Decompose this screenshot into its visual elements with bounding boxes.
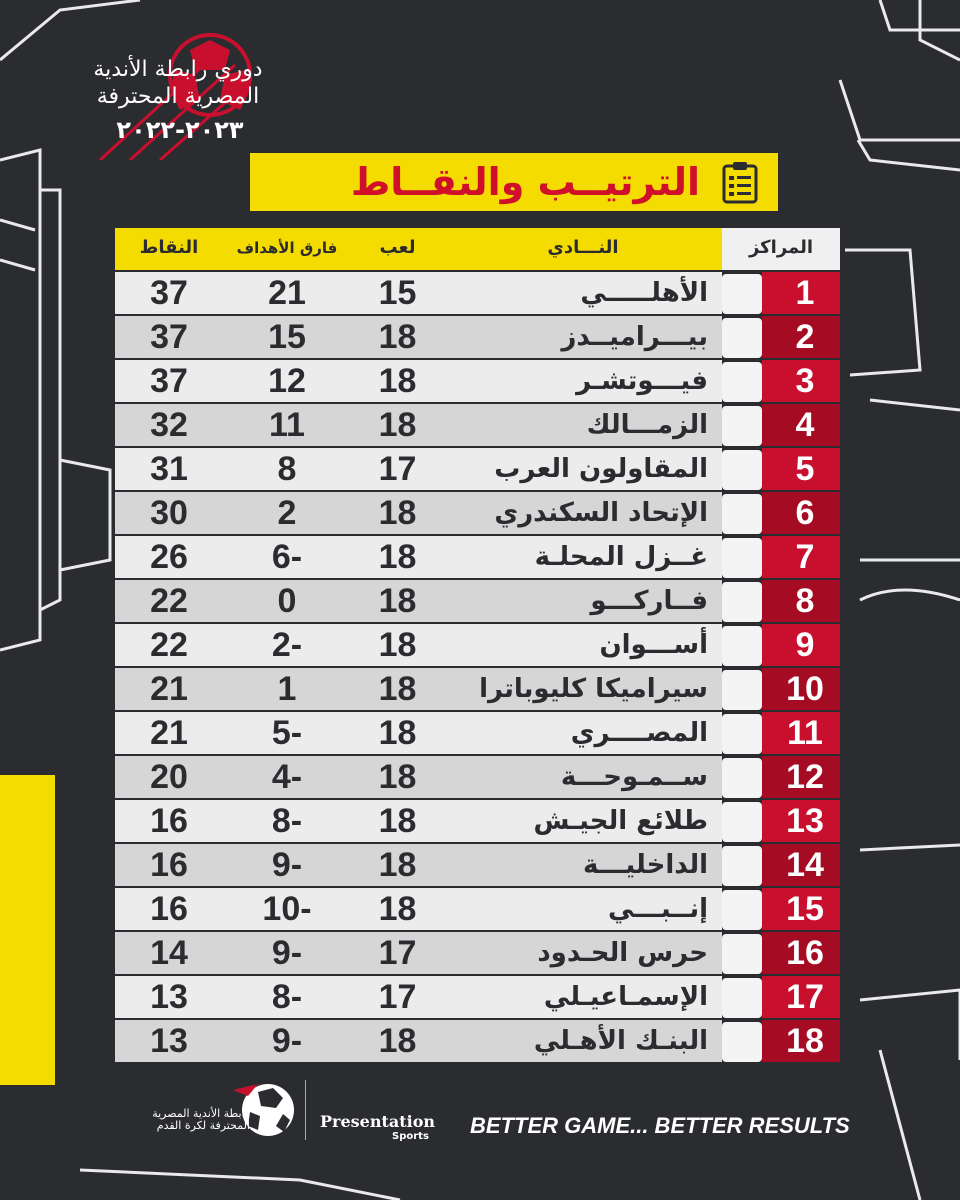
played-cell: 18 <box>351 580 444 622</box>
played-cell: 18 <box>351 360 444 402</box>
played-cell: 18 <box>351 316 444 358</box>
played-cell: 17 <box>351 448 444 490</box>
points-cell: 37 <box>115 360 223 402</box>
played-cell: 18 <box>351 800 444 842</box>
yellow-accent-bar <box>0 775 55 1085</box>
crest-divider <box>762 976 770 1018</box>
position-cell: 17 <box>770 976 840 1018</box>
crest-divider <box>762 844 770 886</box>
table-row <box>115 624 840 668</box>
goal-diff-cell: 1 <box>223 668 351 710</box>
crest-divider <box>762 404 770 446</box>
standings-rows <box>115 272 840 1064</box>
position-cell: 11 <box>770 712 840 754</box>
club-name-cell: الإسمـاعيـلي <box>444 976 722 1018</box>
club-name-cell: طلائع الجيـش <box>444 800 722 842</box>
points-cell: 22 <box>115 580 223 622</box>
club-name-cell: فيـــوتشـر <box>444 360 722 402</box>
league-season: ٢٠٢٣-٢٠٢٢ <box>116 116 244 144</box>
club-crest-icon <box>722 274 762 314</box>
points-cell: 37 <box>115 272 223 314</box>
goal-diff-cell: 0 <box>223 580 351 622</box>
club-name-cell: إنــبـــي <box>444 888 722 930</box>
header-played: لعب <box>351 228 444 270</box>
position-cell: 10 <box>770 668 840 710</box>
points-cell: 30 <box>115 492 223 534</box>
table-row <box>115 800 840 844</box>
club-crest-icon <box>722 758 762 798</box>
position-cell: 18 <box>770 1020 840 1062</box>
crest-divider <box>762 492 770 534</box>
crest-divider <box>762 624 770 666</box>
played-cell: 18 <box>351 404 444 446</box>
club-crest-icon <box>722 494 762 534</box>
points-cell: 37 <box>115 316 223 358</box>
club-name-cell: أســـوان <box>444 624 722 666</box>
goal-diff-cell: 8- <box>223 976 351 1018</box>
crest-divider <box>762 756 770 798</box>
club-crest-icon <box>722 802 762 842</box>
club-crest-icon <box>722 890 762 930</box>
club-name-cell: الداخليـــة <box>444 844 722 886</box>
position-cell: 4 <box>770 404 840 446</box>
points-cell: 16 <box>115 888 223 930</box>
slogan: BETTER GAME... BETTER RESULTS <box>470 1113 850 1138</box>
club-name-cell: ســمـوحـــة <box>444 756 722 798</box>
position-cell: 12 <box>770 756 840 798</box>
table-row <box>115 668 840 712</box>
crest-divider <box>762 272 770 314</box>
played-cell: 18 <box>351 492 444 534</box>
played-cell: 18 <box>351 844 444 886</box>
club-crest-icon <box>722 318 762 358</box>
table-row <box>115 932 840 976</box>
position-cell: 1 <box>770 272 840 314</box>
title-banner <box>250 153 778 211</box>
position-cell: 8 <box>770 580 840 622</box>
points-cell: 14 <box>115 932 223 974</box>
points-cell: 31 <box>115 448 223 490</box>
position-cell: 3 <box>770 360 840 402</box>
played-cell: 18 <box>351 712 444 754</box>
points-cell: 26 <box>115 536 223 578</box>
points-cell: 13 <box>115 976 223 1018</box>
club-name-cell: المقاولون العرب <box>444 448 722 490</box>
points-cell: 13 <box>115 1020 223 1062</box>
goal-diff-cell: 6- <box>223 536 351 578</box>
association-name: رابطة الأندية المصرية المحترفة لكرة القدم <box>152 1107 250 1132</box>
club-name-cell: البنـك الأهـلي <box>444 1020 722 1062</box>
club-crest-icon <box>722 450 762 490</box>
league-name-line2: المصرية المحترفة <box>96 84 260 109</box>
club-name-cell: الإتحاد السكندري <box>444 492 722 534</box>
crest-divider <box>762 668 770 710</box>
club-name-cell: فــاركـــو <box>444 580 722 622</box>
goal-diff-cell: 4- <box>223 756 351 798</box>
crest-divider <box>762 712 770 754</box>
header-position: المراكز <box>722 228 840 270</box>
club-crest-icon <box>722 934 762 974</box>
played-cell: 18 <box>351 536 444 578</box>
table-row <box>115 360 840 404</box>
club-name-cell: حرس الحـدود <box>444 932 722 974</box>
points-cell: 16 <box>115 844 223 886</box>
crest-divider <box>762 932 770 974</box>
footer-divider <box>305 1080 306 1140</box>
crest-divider <box>762 316 770 358</box>
goal-diff-cell: 5- <box>223 712 351 754</box>
header-points: النقاط <box>115 228 223 270</box>
crest-divider <box>762 360 770 402</box>
table-row <box>115 756 840 800</box>
crest-divider <box>762 448 770 490</box>
table-row <box>115 404 840 448</box>
goal-diff-cell: 15 <box>223 316 351 358</box>
position-cell: 6 <box>770 492 840 534</box>
points-cell: 16 <box>115 800 223 842</box>
header-club: النـــادي <box>444 228 722 270</box>
club-crest-icon <box>722 978 762 1018</box>
header-goal-difference: فارق الأهداف <box>223 228 351 270</box>
crest-divider <box>762 580 770 622</box>
page-title: الترتيــب والنقــاط <box>350 160 700 204</box>
table-row <box>115 1020 840 1064</box>
club-crest-icon <box>722 538 762 578</box>
played-cell: 18 <box>351 668 444 710</box>
points-cell: 22 <box>115 624 223 666</box>
league-name <box>78 56 278 110</box>
club-crest-icon <box>722 626 762 666</box>
played-cell: 17 <box>351 976 444 1018</box>
goal-diff-cell: 10- <box>223 888 351 930</box>
goal-diff-cell: 9- <box>223 1020 351 1062</box>
goal-diff-cell: 2- <box>223 624 351 666</box>
table-row <box>115 316 840 360</box>
played-cell: 18 <box>351 756 444 798</box>
position-cell: 5 <box>770 448 840 490</box>
club-crest-icon <box>722 406 762 446</box>
played-cell: 17 <box>351 932 444 974</box>
goal-diff-cell: 11 <box>223 404 351 446</box>
position-cell: 7 <box>770 536 840 578</box>
position-cell: 13 <box>770 800 840 842</box>
position-cell: 9 <box>770 624 840 666</box>
goal-diff-cell: 12 <box>223 360 351 402</box>
goal-diff-cell: 21 <box>223 272 351 314</box>
crest-divider <box>762 800 770 842</box>
club-name-cell: الأهلـــــي <box>444 272 722 314</box>
league-name-line1: دوري رابطة الأندية <box>93 57 263 82</box>
table-row <box>115 448 840 492</box>
club-name-cell: غــزل المحلـة <box>444 536 722 578</box>
goal-diff-cell: 2 <box>223 492 351 534</box>
crest-divider <box>762 536 770 578</box>
club-crest-icon <box>722 846 762 886</box>
goal-diff-cell: 8 <box>223 448 351 490</box>
club-crest-icon <box>722 670 762 710</box>
club-name-cell: بيـــراميــدز <box>444 316 722 358</box>
position-cell: 14 <box>770 844 840 886</box>
table-row <box>115 888 840 932</box>
sponsor-brand-sub: Sports <box>392 1131 429 1142</box>
clipboard-list-icon <box>720 160 760 204</box>
points-cell: 21 <box>115 668 223 710</box>
position-cell: 15 <box>770 888 840 930</box>
goal-diff-cell: 9- <box>223 932 351 974</box>
table-row <box>115 712 840 756</box>
points-cell: 20 <box>115 756 223 798</box>
sponsor-brand: Presentation <box>320 1112 435 1131</box>
club-name-cell: المصــــري <box>444 712 722 754</box>
club-crest-icon <box>722 1022 762 1062</box>
club-crest-icon <box>722 582 762 622</box>
points-cell: 32 <box>115 404 223 446</box>
played-cell: 18 <box>351 1020 444 1062</box>
crest-divider <box>762 888 770 930</box>
played-cell: 18 <box>351 624 444 666</box>
position-cell: 16 <box>770 932 840 974</box>
table-row <box>115 272 840 316</box>
crest-divider <box>762 1020 770 1062</box>
position-cell: 2 <box>770 316 840 358</box>
club-name-cell: الزمـــالك <box>444 404 722 446</box>
points-cell: 21 <box>115 712 223 754</box>
table-row <box>115 536 840 580</box>
club-crest-icon <box>722 714 762 754</box>
goal-diff-cell: 8- <box>223 800 351 842</box>
played-cell: 18 <box>351 888 444 930</box>
table-row <box>115 844 840 888</box>
table-row <box>115 580 840 624</box>
goal-diff-cell: 9- <box>223 844 351 886</box>
played-cell: 15 <box>351 272 444 314</box>
club-crest-icon <box>722 362 762 402</box>
table-row <box>115 492 840 536</box>
table-row <box>115 976 840 1020</box>
club-name-cell: سيراميكا كليوباترا <box>444 668 722 710</box>
